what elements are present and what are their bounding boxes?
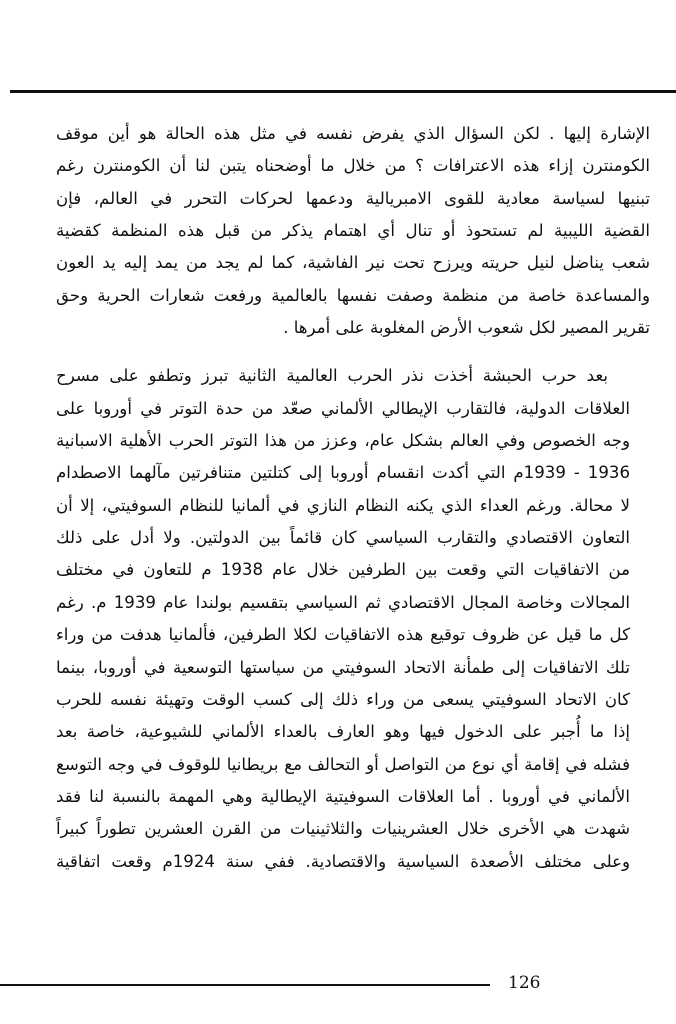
header-rule [10,90,676,93]
text-line: تلك الاتفاقيات إلى طمأنة الاتحاد السوفيتي من سياستها التوسعية في أوروبا، بينما [56,657,630,677]
text-line: التعاون الاقتصادي والتقارب السياسي كان قائماً بين الدولتين. ولا أدل على ذلك [56,528,630,548]
text-line: بعد حرب الحبشة أخذت نذر الحرب العالمية الثانية تبرز وتطفو على مسرح [56,366,608,386]
text-line: المجالات وخاصة المجال الاقتصادي ثم السياسي بتقسيم بولندا عام 1939 م. رغم [56,592,630,612]
text-line: تقرير المصير لكل شعوب الأرض المغلوبة على أمرها . [283,318,650,338]
paragraph-2 [56,360,650,878]
text-line: لا محالة. ورغم العداء الذي يكنه النظام النازي في ألمانيا للنظام السوفيتي، إلا أن [56,495,630,515]
text-line: إذا ما أُجبر على الدخول فيها وهو العارف بالعداء الألماني للشيوعية، خاصة بعد [56,722,630,742]
text-line: والمساعدة خاصة من منظمة وصفت نفسها بالعالمية ورفعت شعارات الحرية وحق [56,285,650,305]
paragraph-1 [56,118,650,344]
text-line: وعلى مختلف الأصعدة السياسية والاقتصادية. ففي سنة 1924م وقعت اتفاقية [56,851,630,871]
text-line: شهدت هي الأخرى خلال العشرينيات والثلاثينيات من القرن العشرين تطوراً كبيراً [56,819,630,839]
text-line: القضية الليبية لم تستحوذ أو تنال أي اهتمام يذكر من قبل هذه المنظمة كقضية [56,221,650,241]
text-line: الألماني في أوروبا . أما العلاقات السوفيتية الإيطالية وهي المهمة بالنسبة لنا فقد [56,786,630,806]
text-line: كل ما قيل عن ظروف توقيع هذه الاتفاقيات لكلا الطرفين، فألمانيا هدفت من وراء [56,625,630,645]
text-line: وجه الخصوص وفي العالم بشكل عام، وعزز من هذا التوتر الحرب الأهلية الاسبانية [56,431,630,451]
footer-rule [0,984,490,986]
text-line: من الاتفاقيات التي وقعت بين الطرفين خلال عام 1938 م للتعاون في مختلف [56,560,630,580]
text-line: الكومنترن إزاء هذه الاعترافات ؟ من خلال ما أوضحناه يتبن لنا أن الكومنترن رغم [56,156,650,176]
text-line: 1936 - 1939م التي أكدت انقسام أوروبا إلى كتلتين متنافرتين مآلهما الاصطدام [56,463,630,483]
text-line: شعب يناضل لنيل حريته ويرزح تحت نير الفاشية، كما لم يجد من يمد إليه يد العون [56,253,650,273]
text-line: فشله في إقامة أي نوع من التواصل أو التحالف مع بريطانيا للوقوف في وجه التوسع [56,754,630,774]
text-line: الإشارة إليها . لكن السؤال الذي يفرض نفسه في مثل هذه الحالة هو أين موقف [56,124,650,143]
text-line: العلاقات الدولية، فالتقارب الإيطالي الألماني صعّد من حدة التوتر في أوروبا على [56,398,630,418]
page-number: 126 [508,973,541,993]
text-line: تبنيها لسياسة معادية للقوى الامبريالية ودعمها لحركات التحرر في العالم، فإن [56,188,650,208]
text-line: كان الاتحاد السوفيتي يسعى من وراء ذلك إلى كسب الوقت وتهيئة نفسه للحرب [56,689,630,709]
body-text [56,118,650,878]
